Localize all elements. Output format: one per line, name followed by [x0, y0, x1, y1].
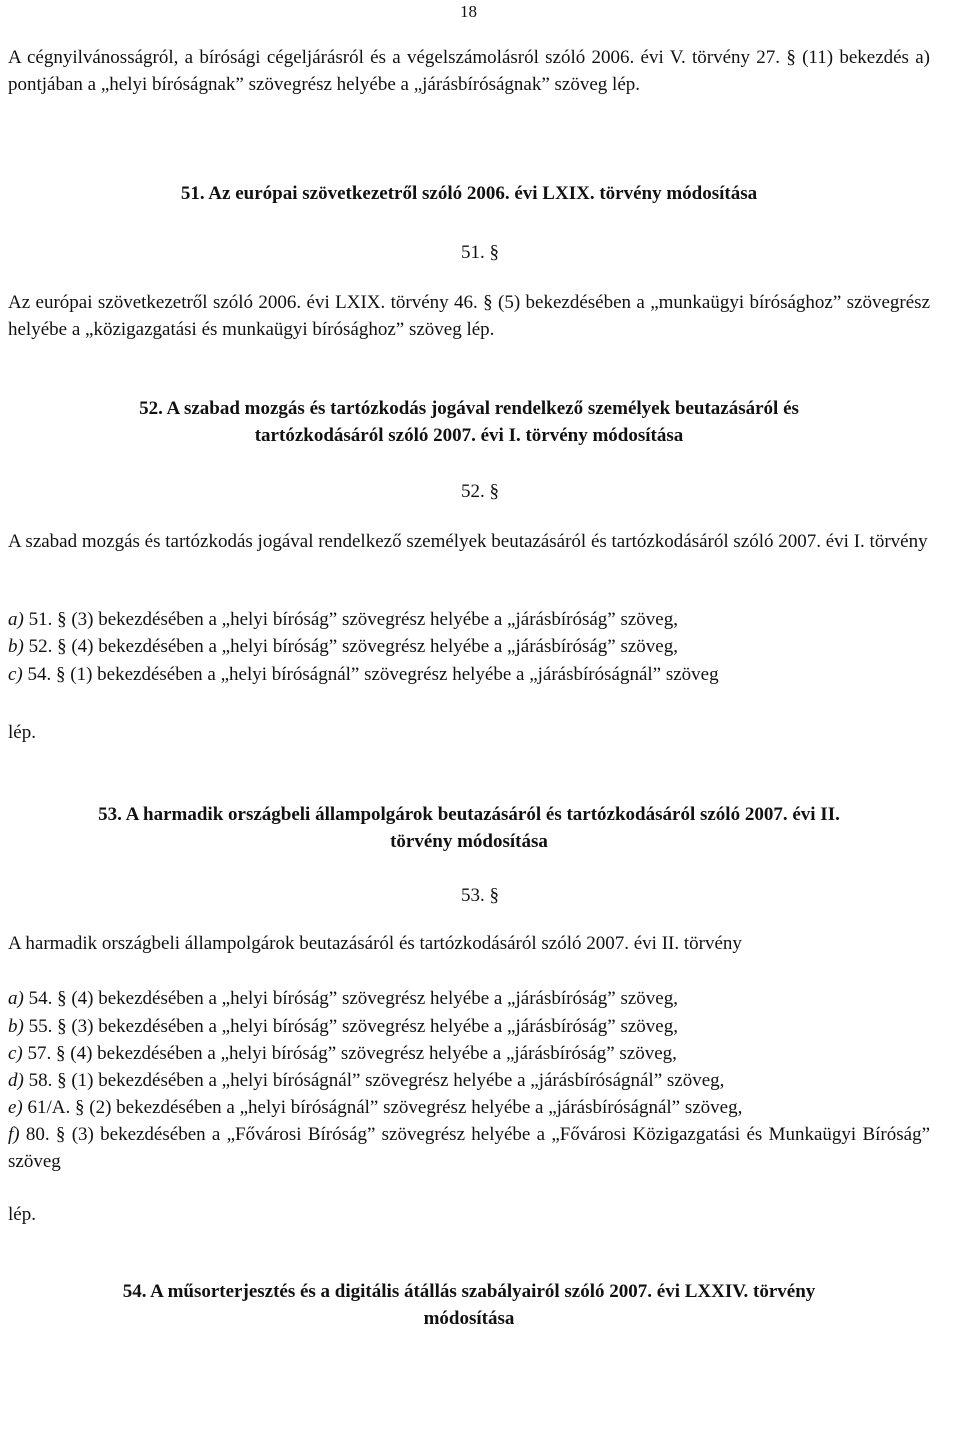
- list-item-text: 54. § (4) bekezdésében a „helyi bíróság” szövegrész helyébe a „járásbíróság” szöveg,: [23, 988, 678, 1009]
- section-53-heading-line-1: 53. A harmadik országbeli állampolgárok beutazásáról és tartózkodásáról szóló 2007. évi II.: [98, 804, 840, 825]
- section-52-number: 52. §: [461, 481, 499, 502]
- list-item: [8, 1121, 930, 1175]
- list-item-letter: a): [8, 988, 24, 1009]
- section-51-number: 51. §: [461, 242, 499, 263]
- section-52-heading-line-2: tartózkodásáról szóló 2007. évi I. törvény módosítása: [254, 425, 684, 446]
- list-item-letter: a): [8, 609, 24, 630]
- list-item-letter: e): [8, 1097, 23, 1118]
- section-53-heading-line-2: törvény módosítása: [390, 831, 548, 852]
- section-51-body: Az európai szövetkezetről szóló 2006. évi LXIX. törvény 46. § (5) bekezdésében a „munkaügyi bírósághoz” szövegrész helyébe a „közigazgatási és munkaügyi bírósághoz” szöveg lép.: [8, 292, 930, 340]
- list-item: [8, 633, 930, 660]
- list-item: [8, 1040, 930, 1067]
- list-item-letter: c): [8, 664, 23, 685]
- section-51-heading: 51. Az európai szövetkezetről szóló 2006. évi LXIX. törvény módosítása: [180, 183, 758, 204]
- section-52-heading-line-1: 52. A szabad mozgás és tartózkodás jogával rendelkező személyek beutazásáról és: [139, 398, 799, 419]
- list-item-text: 51. § (3) bekezdésében a „helyi bíróság” szövegrész helyébe a „járásbíróság” szöveg,: [23, 609, 678, 630]
- list-item: [8, 985, 930, 1012]
- list-item-text: 54. § (1) bekezdésében a „helyi bíróságnál” szövegrész helyébe a „járásbíróságnál” szöveg: [22, 664, 719, 685]
- section-53-lead: A harmadik országbeli állampolgárok beutazásáról és tartózkodásáról szóló 2007. évi II. törvény: [8, 933, 742, 954]
- list-item-text: 58. § (1) bekezdésében a „helyi bíróságnál” szövegrész helyébe a „járásbíróságnál” szöveg,: [23, 1070, 725, 1091]
- page-number: 18: [460, 2, 477, 21]
- list-item: [8, 1094, 930, 1121]
- list-item-text: 57. § (4) bekezdésében a „helyi bíróság” szövegrész helyébe a „járásbíróság” szöveg,: [22, 1043, 677, 1064]
- list-item-text: 80. § (3) bekezdésében a „Fővárosi Bíróság” szövegrész helyébe a „Fővárosi Közigazgatási és Munkaügyi Bíróság” szöveg: [8, 1124, 930, 1172]
- section-54-heading-line-1: 54. A műsorterjesztés és a digitális átállás szabályairól szóló 2007. évi LXXIV. törvény: [122, 1281, 816, 1302]
- section-52-tail: lép.: [8, 722, 36, 743]
- list-item-letter: c): [8, 1043, 23, 1064]
- list-item: [8, 1013, 930, 1040]
- list-item-text: 52. § (4) bekezdésében a „helyi bíróság” szövegrész helyébe a „járásbíróság” szöveg,: [23, 636, 678, 657]
- list-item-letter: d): [8, 1070, 24, 1091]
- list-item: [8, 606, 930, 633]
- list-item-text: 55. § (3) bekezdésében a „helyi bíróság” szövegrész helyébe a „járásbíróság” szöveg,: [23, 1016, 678, 1037]
- list-item-letter: b): [8, 636, 24, 657]
- section-53-tail: lép.: [8, 1204, 36, 1225]
- list-item-text: 61/A. § (2) bekezdésében a „helyi bíróságnál” szövegrész helyébe a „járásbíróságnál” szöveg,: [22, 1097, 743, 1118]
- list-item: [8, 661, 930, 688]
- section-53-number: 53. §: [461, 885, 499, 906]
- list-item-letter: f): [8, 1124, 20, 1145]
- intro-paragraph: A cégnyilvánosságról, a bírósági cégeljárásról és a végelszámolásról szóló 2006. évi V. törvény 27. § (11) bekezdés a) pontjában a „helyi bíróságnak” szövegrész helyébe a „járásbíróságnak” szöveg lép.: [8, 47, 930, 95]
- list-item-letter: b): [8, 1016, 24, 1037]
- list-item: [8, 1067, 930, 1094]
- section-54-heading-line-2: módosítása: [423, 1308, 515, 1329]
- section-52-lead: A szabad mozgás és tartózkodás jogával rendelkező személyek beutazásáról és tartózkodásáról szóló 2007. évi I. törvény: [8, 531, 928, 552]
